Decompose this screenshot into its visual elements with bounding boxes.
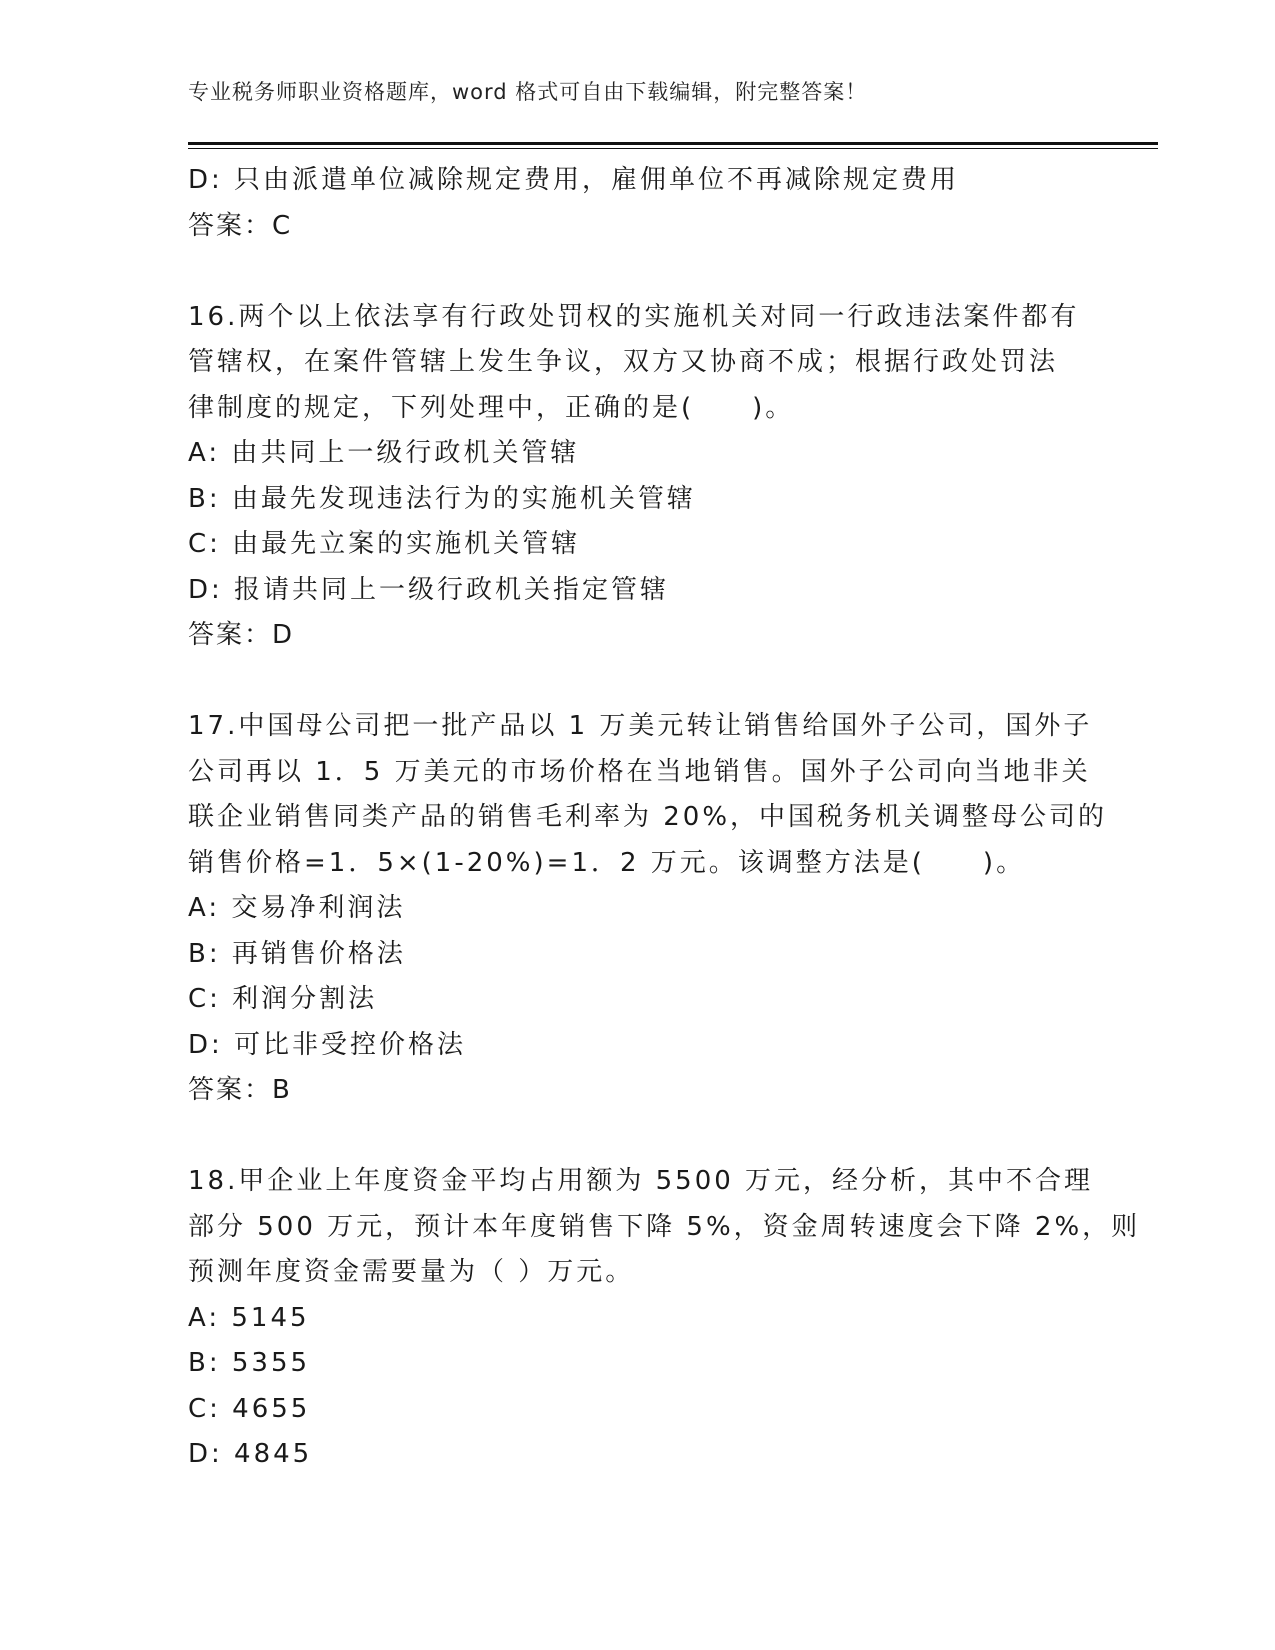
answer-line: 答案：D (188, 620, 295, 650)
option-c: C: 由最先立案的实施机关管辖 (188, 529, 581, 559)
option-c: C: 4655 (188, 1393, 311, 1424)
option-b: B: 5355 (188, 1348, 311, 1378)
option-d: D: 4845 (188, 1439, 313, 1469)
spacer (188, 249, 1088, 295)
question-stem-line: 管辖权，在案件管辖上发生争议，双方又协商不成；根据行政处罚法 (188, 347, 1059, 377)
question-stem-line: 预测年度资金需要量为（ ）万元。 (188, 1257, 635, 1287)
question-stem-line: 律制度的规定，下列处理中，正确的是( )。 (188, 392, 795, 423)
question-stem-line: 16.两个以上依法享有行政处罚权的实施机关对同一行政违法案件都有 (188, 301, 1080, 332)
question-stem-line: 部分 500 万元，预计本年度销售下降 5%，资金周转速度会下降 2%，则 (188, 1211, 1141, 1242)
header-rule-thin (188, 148, 1158, 149)
question-17 (188, 704, 1108, 1114)
option-a: A: 交易净利润法 (188, 893, 406, 923)
answer-line: 答案：C (188, 210, 293, 241)
question-stem-line: 17.中国母公司把一批产品以 1 万美元转让销售给国外子公司，国外子 (188, 711, 1093, 741)
option-c: C: 利润分割法 (188, 984, 378, 1014)
option-d: D: 可比非受控价格法 (188, 1029, 467, 1060)
spacer (188, 659, 1088, 705)
question-stem-line: 销售价格=1．5×(1-20%)=1．2 万元。该调整方法是( )。 (188, 847, 1026, 878)
option-d: D: 只由派遣单位减除规定费用，雇佣单位不再减除规定费用 (188, 165, 960, 195)
option-b: B: 由最先发现违法行为的实施机关管辖 (188, 483, 696, 514)
question-stem-line: 联企业销售同类产品的销售毛利率为 20%，中国税务机关调整母公司的 (188, 802, 1108, 832)
spacer (188, 1114, 1088, 1160)
answer-line: 答案：B (188, 1075, 292, 1105)
option-a: A: 5145 (188, 1302, 310, 1333)
page-content (188, 158, 1141, 1478)
option-a: A: 由共同上一级行政机关管辖 (188, 438, 580, 468)
option-d: D: 报请共同上一级行政机关指定管辖 (188, 574, 670, 605)
page-header: 专业税务师职业资格题库，word 格式可自由下载编辑，附完整答案！ (188, 80, 868, 104)
question-15-tail (188, 158, 1088, 249)
header-rule-thick (188, 142, 1158, 145)
question-stem-line: 18.甲企业上年度资金平均占用额为 5500 万元，经分析，其中不合理 (188, 1166, 1094, 1196)
question-16 (188, 295, 1088, 659)
question-18 (188, 1159, 1141, 1478)
question-stem-line: 公司再以 1．5 万美元的市场价格在当地销售。国外子公司向当地非关 (188, 756, 1091, 787)
option-b: B: 再销售价格法 (188, 938, 406, 969)
